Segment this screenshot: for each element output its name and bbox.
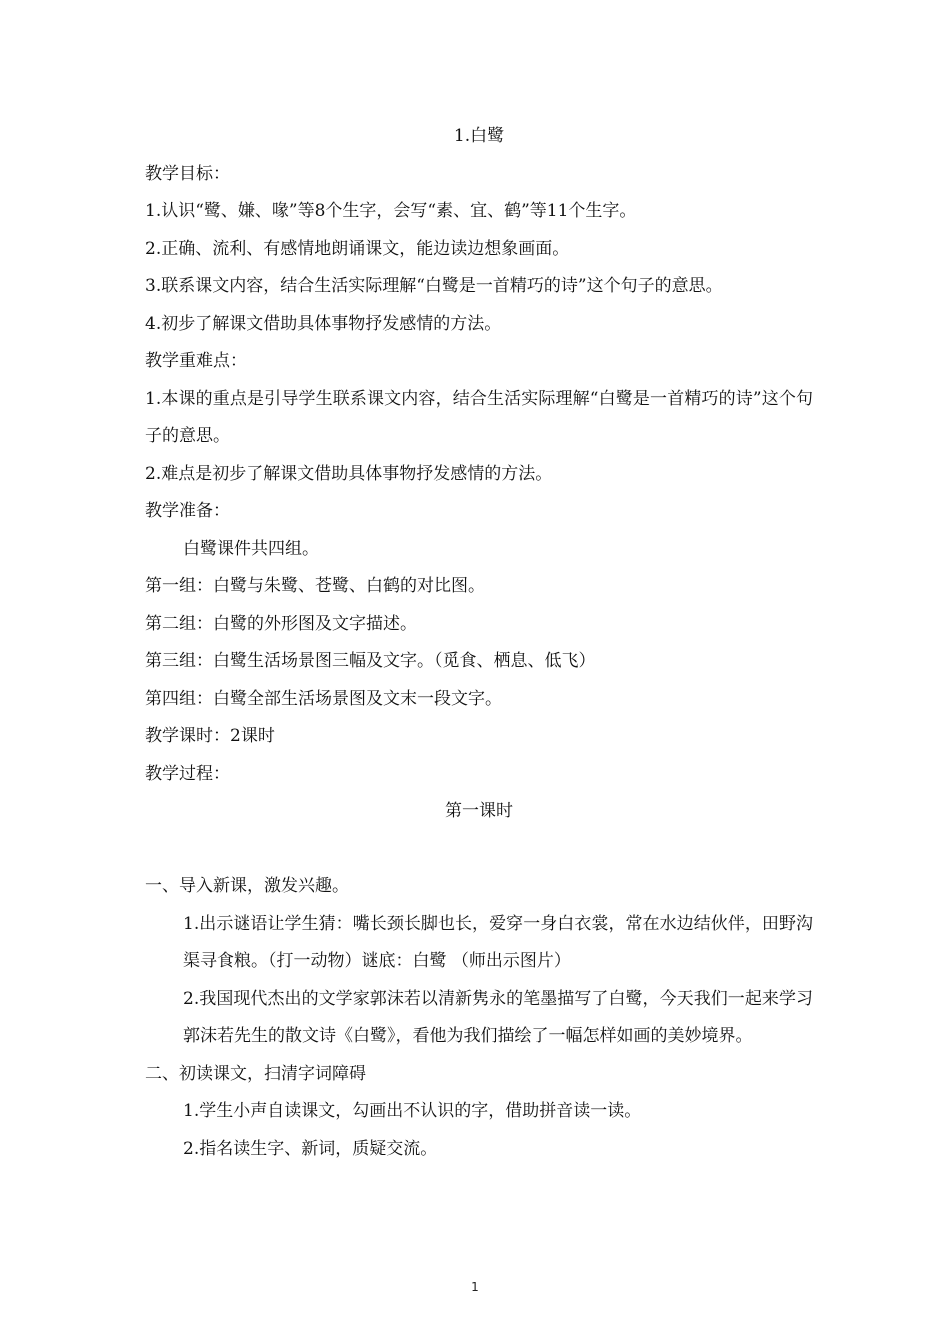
document-body	[145, 118, 813, 1168]
hours-line: 教学课时：2课时	[145, 726, 275, 746]
section2-item: 2.指名读生字、新词，质疑交流。	[183, 1138, 438, 1159]
page-number: 1	[471, 1280, 479, 1294]
keypoint-item: 2.难点是初步了解课文借助具体事物抒发感情的方法。	[145, 463, 553, 484]
keypoints-heading: 教学重难点：	[145, 351, 247, 371]
objective-item: 3.联系课文内容，结合生活实际理解“白鹭是一首精巧的诗”这个句子的意思。	[145, 276, 723, 296]
lesson-title: 1.白鹭	[453, 126, 505, 146]
objective-item: 2.正确、流利、有感情地朗诵课文，能边读边想象画面。	[145, 238, 570, 259]
section2-heading: 二、初读课文，扫清字词障碍	[145, 1063, 366, 1084]
section1-item: 1.出示谜语让学生猜：嘴长颈长脚也长，爱穿一身白衣裳，常在水边结伙伴，田野沟渠寻食粮。（打一动物）谜底：白鹭 （师出示图片）	[183, 913, 813, 971]
objective-item: 1.认识“鹭、嫌、喙”等8个生字，会写“素、宜、鹤”等11个生字。	[145, 201, 637, 221]
prep-intro: 白鹭课件共四组。	[183, 538, 319, 559]
section2-item: 1.学生小声自读课文，勾画出不认识的字，借助拼音读一读。	[183, 1101, 642, 1121]
keypoint-item: 1.本课的重点是引导学生联系课文内容，结合生活实际理解“白鹭是一首精巧的诗”这个句子的意思。	[145, 388, 813, 446]
section1-heading: 一、导入新课，激发兴趣。	[145, 876, 349, 896]
objectives-heading: 教学目标：	[145, 163, 230, 184]
prep-group: 第二组：白鹭的外形图及文字描述。	[145, 613, 417, 634]
prep-group: 第四组：白鹭全部生活场景图及文末一段文字。	[145, 688, 502, 709]
objective-item: 4.初步了解课文借助具体事物抒发感情的方法。	[145, 313, 502, 334]
section1-item: 2.我国现代杰出的文学家郭沫若以清新隽永的笔墨描写了白鹭，今天我们一起来学习郭沫若先生的散文诗《白鹭》，看他为我们描绘了一幅怎样如画的美妙境界。	[183, 988, 813, 1046]
lesson1-heading: 第一课时	[445, 801, 513, 821]
prep-heading: 教学准备：	[145, 501, 230, 521]
prep-group: 第三组：白鹭生活场景图三幅及文字。（觅食、栖息、低飞）	[145, 651, 596, 671]
blank-line	[145, 831, 813, 869]
process-heading: 教学过程：	[145, 763, 230, 784]
prep-group: 第一组：白鹭与朱鹭、苍鹭、白鹤的对比图。	[145, 576, 485, 596]
